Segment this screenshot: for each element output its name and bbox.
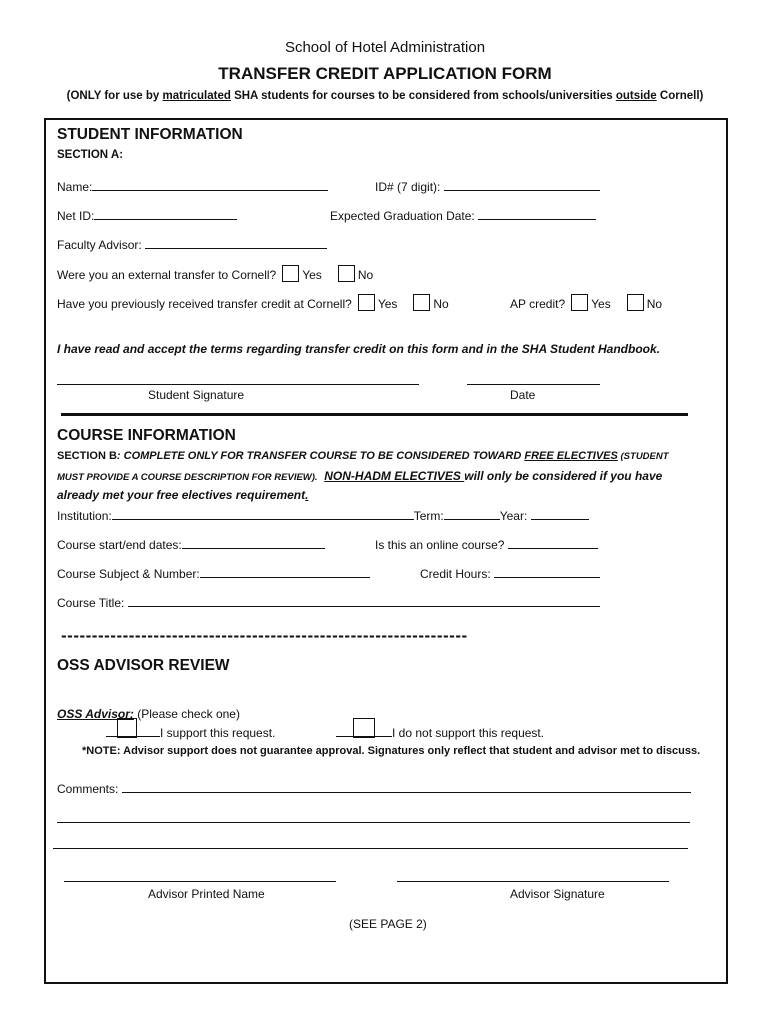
credit-field[interactable] [494,565,600,578]
faculty-advisor-label: Faculty Advisor: [57,238,142,252]
non-hadm-text: NON-HADM ELECTIVES [324,469,465,483]
subject-field[interactable] [200,565,370,578]
institution-label: Institution: [57,509,112,523]
free-electives-text: FREE ELECTIVES [524,450,618,462]
form-title: TRANSFER CREDIT APPLICATION FORM [218,64,552,83]
no-label: No [357,268,374,282]
note-outside: outside [615,90,657,102]
comments-line-2[interactable] [57,822,690,823]
netid-label: Net ID: [57,209,95,223]
prev-credit-question: Have you previously received transfer credit at Cornell? [57,297,352,311]
prev-credit-no-checkbox[interactable] [413,294,430,311]
comments-label: Comments: [57,782,119,796]
section-b-text: MUST PROVIDE A COURSE DESCRIPTION FOR REVIEW). [57,472,318,483]
netid-row [57,207,237,223]
student-date-label: Date [510,388,536,402]
credit-label: Credit Hours: [420,567,491,581]
note-text: (ONLY for use by [66,90,163,102]
name-field[interactable] [92,178,328,191]
section-b-text: (STUDENT [617,451,669,462]
advisor-note: *NOTE: Advisor support does not guarantee approval. Signatures only reflect that student and advisor met to discuss. [82,745,701,757]
section-divider [61,413,688,416]
yes-label: Yes [377,297,398,311]
institution-field[interactable] [112,507,414,520]
grad-row [330,207,596,223]
ap-credit-row [510,294,662,311]
advisor-row [57,236,327,252]
section-b-text: . [305,488,309,502]
oss-advisor-label: OSS Advisor: [57,707,134,721]
student-date-line[interactable] [467,384,600,385]
dates-row [57,536,325,552]
note-text: SHA students for courses to be considered from schools/universities [230,90,616,102]
year-field[interactable] [531,507,589,520]
check-one-text: (Please check one) [133,707,240,721]
no-support-row [336,724,544,740]
institution-row [57,507,589,523]
prev-credit-row [57,294,449,311]
see-page-2: (SEE PAGE 2) [349,917,427,931]
note-matriculated: matriculated [162,90,231,102]
subject-label: Course Subject & Number: [57,567,200,581]
comments-field[interactable] [122,780,691,793]
section-b-line2 [57,469,662,483]
id-row [375,178,600,194]
ext-transfer-yes-checkbox[interactable] [282,265,299,282]
note-text: Cornell) [656,90,704,102]
title-row [57,594,600,610]
student-heading: STUDENT INFORMATION [57,126,243,143]
no-support-underline [336,724,392,737]
faculty-advisor-field[interactable] [145,236,327,249]
no-label: No [433,297,449,311]
online-field[interactable] [508,536,598,549]
term-field[interactable] [444,507,500,520]
support-row [106,724,275,740]
student-signature-line[interactable] [57,384,419,385]
grad-date-field[interactable] [478,207,596,220]
yes-label: Yes [591,297,611,311]
no-label: No [646,297,663,311]
school-name: School of Hotel Administration [284,39,486,56]
oss-advisor-row [57,707,240,721]
ext-transfer-question: Were you an external transfer to Cornell? [57,268,277,282]
section-b-line3 [57,488,308,502]
comments-line-3[interactable] [53,848,688,849]
section-b-text: already met your free electives requirement [57,488,306,502]
advisor-signature-line[interactable] [397,881,669,882]
no-support-label: I do not support this request. [392,726,545,740]
support-label: I support this request. [160,726,276,740]
section-a-label: SECTION A: [57,149,124,161]
course-title-field[interactable] [128,594,600,607]
section-b-text: will only be considered if you have [464,469,663,483]
ext-transfer-row [57,265,373,282]
oss-heading: OSS ADVISOR REVIEW [57,657,230,674]
ap-credit-question: AP credit? [510,297,566,311]
credit-row [420,565,600,581]
advisor-signature-label: Advisor Signature [510,887,605,901]
grad-label: Expected Graduation Date: [330,209,475,223]
netid-field[interactable] [94,207,237,220]
dates-field[interactable] [182,536,325,549]
name-label: Name: [57,180,93,194]
name-row [57,178,328,194]
title-label: Course Title: [57,596,125,610]
section-b-line1 [57,450,669,462]
ap-credit-no-checkbox[interactable] [627,294,644,311]
dates-label: Course start/end dates: [57,538,182,552]
prev-credit-yes-checkbox[interactable] [358,294,375,311]
yes-label: Yes [302,268,322,282]
comments-row [57,780,691,796]
section-b-label: SECTION B [57,450,117,462]
subject-row [57,565,370,581]
id-field[interactable] [444,178,600,191]
dashed-divider: ------------------------------------------------------------------ [61,626,468,645]
online-row [375,536,598,552]
advisor-name-line[interactable] [64,881,336,882]
online-label: Is this an online course? [375,538,505,552]
support-underline [106,724,160,737]
form-note [0,90,770,102]
course-heading: COURSE INFORMATION [57,427,236,444]
year-label: Year: [499,509,528,523]
id-label: ID# (7 digit): [375,180,441,194]
advisor-printed-name-label: Advisor Printed Name [148,887,265,901]
section-b-text: : COMPLETE ONLY FOR TRANSFER COURSE TO BE CONSIDERED TOWARD [116,450,525,462]
ext-transfer-no-checkbox[interactable] [338,265,355,282]
term-label: Term: [413,509,444,523]
terms-statement: I have read and accept the terms regarding transfer credit on this form and in the SHA Student Handbook. [57,342,660,356]
student-signature-label: Student Signature [148,388,245,402]
ap-credit-yes-checkbox[interactable] [571,294,588,311]
